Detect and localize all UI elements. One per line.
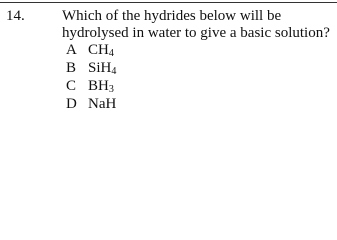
formula-subscript: 4 (111, 66, 117, 77)
option-formula (88, 59, 116, 77)
option-c (66, 77, 116, 95)
option-letter: C (66, 78, 77, 94)
option-d (66, 95, 116, 113)
formula-subscript: 3 (108, 84, 114, 95)
option-letter: B (66, 60, 77, 76)
formula-base: NaH (88, 96, 117, 112)
formula-base: BH (88, 78, 109, 94)
option-a (66, 41, 116, 59)
question-stem-line: Which of the hydrides below will be (62, 8, 282, 24)
question-number: 14. (6, 8, 25, 24)
option-b (66, 59, 116, 77)
question-stem (62, 8, 334, 42)
formula-base: CH (88, 42, 109, 58)
question-stem-line: hydrolysed in water to give a basic solution? (62, 25, 330, 41)
option-formula (88, 41, 114, 59)
formula-subscript: 4 (108, 48, 114, 59)
option-letter: A (66, 42, 77, 58)
option-formula (88, 95, 116, 113)
option-letter: D (66, 96, 77, 112)
answer-options (66, 41, 116, 113)
formula-base: SiH (88, 60, 112, 76)
top-rule (0, 2, 337, 3)
option-formula (88, 77, 114, 95)
